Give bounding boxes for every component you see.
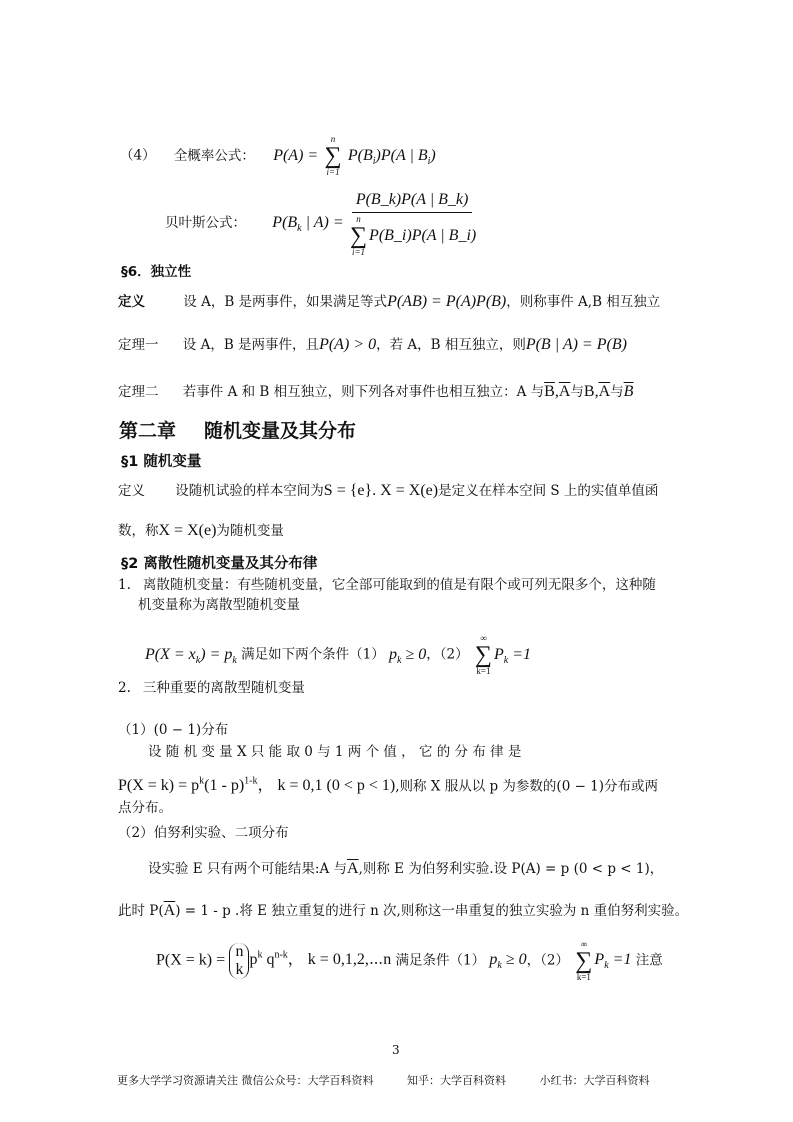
formula: P(AB) = P(A)P(B)	[387, 293, 507, 310]
text: ，若 A，B 相互独立，则	[376, 337, 526, 353]
paragraph-line	[148, 859, 663, 879]
formula-lhs: $P(B_k$ | A) =	[272, 214, 344, 235]
text: 若事件 A 和 B 相互独立，则下列各对事件也相互独立：A 与	[182, 384, 545, 400]
text: 设随机试验的样本空间为	[175, 483, 324, 499]
sum-lower: i=1	[326, 167, 340, 177]
chapter-title: 随机变量及其分布	[204, 420, 357, 442]
total-probability-formula	[120, 135, 436, 177]
sum-symbol: n ∑ i=1	[349, 214, 368, 257]
paragraph-line	[118, 901, 688, 921]
formula-label: 贝叶斯公式：	[165, 215, 246, 231]
formula-lhs: P(X = k) =	[156, 951, 226, 969]
formula-rhs: $P(B_i)P(A$ | $B_i$)	[347, 146, 436, 167]
chapter-heading	[119, 419, 356, 443]
b-complement: $\overline{B}$	[544, 383, 555, 400]
sum-upper: ∞	[580, 938, 588, 949]
sum-lower: i=1	[351, 247, 366, 257]
random-variable-definition-cont	[118, 521, 284, 541]
condition-one: $p_k \ge 0$	[489, 951, 527, 972]
subsection-title: （1）(0 − 1)分布	[118, 722, 229, 738]
item-number: 1.	[118, 577, 131, 593]
a-complement: $\overline{A}$	[347, 860, 359, 877]
text: 与	[610, 384, 624, 400]
text: 数，称	[118, 523, 159, 539]
page-number: 3	[392, 1043, 400, 1057]
chapter-number: 第二章	[119, 420, 177, 442]
footer-zhihu: 知乎：大学百科资料	[407, 1074, 506, 1087]
text: 离散随机变量：有些随机变量，它全部可能取到的值是有限个或可列无限多个，这种随	[142, 577, 656, 593]
text: 设实验 E 只有两个可能结果:A 与	[148, 861, 348, 877]
text: 设 A，B 是两事件，且	[182, 337, 320, 353]
binom-bottom: k	[235, 960, 244, 978]
section-title: §6．独立性	[121, 264, 192, 280]
formula: P(A) > 0	[319, 336, 377, 353]
text: 此时 P(	[118, 903, 164, 919]
text: 与	[570, 384, 584, 400]
formula: $P(X = x_k) = p_k$	[145, 645, 237, 666]
text: ,则称 E 为伯努利实验.设 P(A) = p (0 < p < 1)，	[358, 861, 664, 877]
denominator: P(B_i)P(A | B_i)	[369, 227, 477, 244]
subsection-title: （2）伯努利实验、二项分布	[118, 825, 289, 841]
bayes-formula	[165, 190, 476, 257]
condition-two: $P_k =1$	[594, 951, 632, 972]
text: ) = 1 - p .将 E 独立重复的进行 n 次,则称这一串重复的独立实验为 n 重伯努利实验。	[175, 903, 689, 919]
condition-one: $p_k \ge 0$	[389, 645, 427, 666]
sum-upper: n	[356, 214, 361, 224]
sum-symbol: ∞ ∑ k=1	[575, 938, 593, 982]
sum-lower: k=1	[476, 666, 491, 676]
paragraph-line: 点分布。	[118, 800, 172, 816]
comma: ,	[594, 383, 599, 400]
fraction	[348, 190, 476, 257]
text: ，则称事件 A,B 相互独立	[506, 294, 661, 310]
section-title: §1 随机变量	[121, 454, 202, 470]
item-number: 2.	[118, 680, 131, 696]
sum-symbol: ∞ ∑ k=1	[474, 633, 492, 676]
numerator: P(B_k)P(A | B_k)	[352, 190, 473, 213]
binom-top: n	[235, 942, 244, 960]
a-complement: $\overline{A}$	[558, 383, 571, 400]
sum-lower: k=1	[576, 971, 591, 982]
text: 满足如下两个条件（1）	[241, 646, 385, 663]
formula: P(B | A) = P(B)	[525, 336, 627, 353]
b-complement: $\overline{B}$	[623, 383, 634, 400]
b: B	[583, 383, 595, 400]
text: 设 A，B 是两事件，如果满足等式	[183, 294, 388, 310]
text: ,则称 X 服从以 p 为参数的(0 − 1)分布或两	[395, 778, 659, 795]
theorem-label: 定理一	[118, 337, 159, 353]
a-complement: $\overline{A}$	[163, 902, 176, 919]
footer	[117, 1071, 650, 1091]
formula-rhs: $p^k$ $q^{n-k}$， k = 0,1,2,⋯n	[249, 950, 392, 969]
list-item	[118, 575, 656, 595]
formula: $P(X = k) = p^k(1 - p)^{1-k}$， k = 0,1 (0 < p < 1)	[118, 776, 396, 795]
theorem-two	[118, 382, 633, 402]
sum-symbol: n ∑ i=1	[324, 134, 342, 177]
distribution-law-formula	[145, 634, 531, 676]
text: 满足条件（1）	[395, 952, 486, 969]
text: 注意	[635, 952, 663, 969]
definition-label: 定义	[118, 294, 145, 310]
section-title: §2 离散性随机变量及其分布律	[121, 556, 318, 572]
text: ，（2）	[526, 952, 569, 969]
binomial-formula	[156, 936, 663, 987]
text: 为随机变量	[216, 523, 284, 539]
random-variable-definition	[118, 481, 658, 501]
formula: S = {e}. X = X(e)	[323, 482, 439, 499]
text: ，（2）	[426, 646, 469, 663]
formula-label: 全概率公式：	[173, 147, 255, 164]
text: 是定义在样本空间 S 上的实值单值函	[438, 483, 659, 499]
formula-lhs: P(A) =	[273, 146, 319, 164]
item-number: （4）	[120, 147, 156, 164]
text: 三种重要的离散型随机变量	[142, 680, 305, 696]
paragraph-line: 设 随 机 变 量 X 只 能 取 0 与 1 两 个 值 ， 它 的 分 布 律 是	[148, 744, 522, 760]
a-complement: $\overline{A}$	[598, 383, 611, 400]
binomial-coefficient	[229, 943, 249, 979]
theorem-one	[118, 335, 627, 355]
comma: ,	[554, 383, 559, 400]
sum-upper: ∞	[480, 633, 487, 643]
independence-definition	[118, 292, 660, 312]
theorem-label: 定理二	[118, 384, 159, 400]
list-item-cont: 机变量称为离散型随机变量	[138, 597, 300, 613]
condition-two: $P_k =1$	[493, 645, 532, 666]
paragraph-line	[118, 772, 658, 796]
list-item	[118, 678, 305, 698]
footer-wechat: 更多大学学习资源请关注 微信公众号：大学百科资料	[117, 1074, 374, 1087]
sum-upper: n	[330, 134, 336, 144]
formula: X = X(e)	[158, 522, 217, 539]
definition-label: 定义	[118, 483, 145, 499]
footer-xiaohongshu: 小红书：大学百科资料	[539, 1074, 650, 1087]
